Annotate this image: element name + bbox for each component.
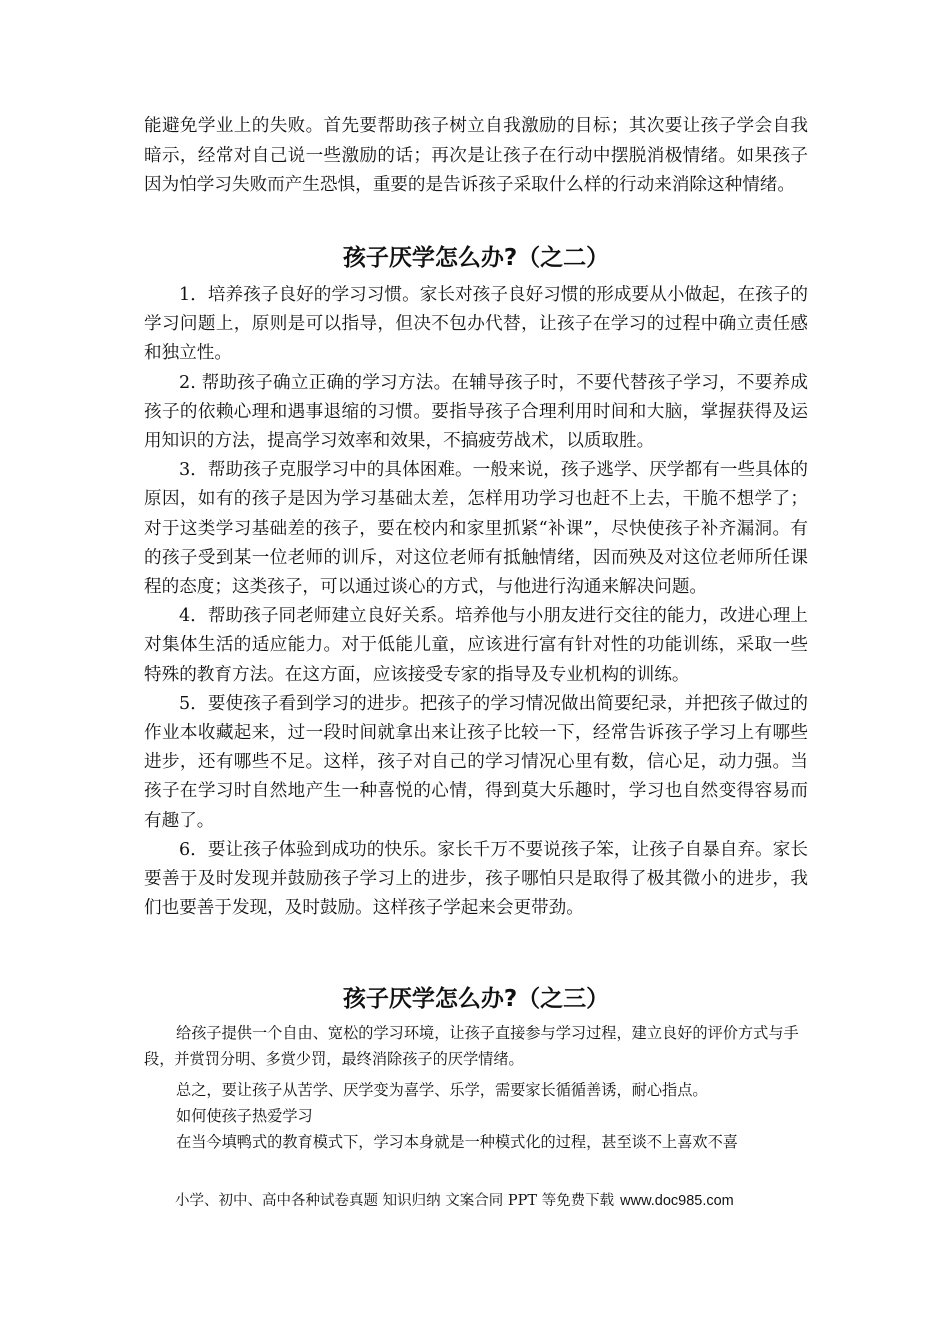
tip-paragraph-4: 4．帮助孩子同老师建立良好关系。培养他与小朋友进行交往的能力，改进心理上对集体生活的适应能力。对于低能儿童，应该进行富有针对性的功能训练，采取一些特殊的教育方法。在这方面，应该接受专家的指导及专业机构的训练。: [144, 606, 808, 685]
tip-paragraph-6: 6．要让孩子体验到成功的快乐。家长千万不要说孩子笨，让孩子自暴自弃。家长要善于及时发现并鼓励孩子学习上的进步，孩子哪怕只是取得了极其微小的进步，我们也要善于发现，及时鼓励。这样孩子学起来会更带劲。: [144, 839, 808, 919]
tip-paragraph-1: 1．培养孩子良好的学习习惯。家长对孩子良好习惯的形成要从小做起，在孩子的学习问题上，原则是可以指导，但决不包办代替，让孩子在学习的过程中确立责任感和独立性。: [144, 285, 808, 364]
section-3-paragraph-4: 在当今填鸭式的教育模式下，学习本身就是一种模式化的过程，甚至谈不上喜欢不喜: [176, 1133, 738, 1151]
footer-url: www.doc985.com: [620, 1193, 734, 1209]
section-3-paragraph-1: 给孩子提供一个自由、宽松的学习环境，让孩子直接参与学习过程，建立良好的评价方式与手段，并赏罚分明、多赏少罚，最终消除孩子的厌学情绪。: [144, 1024, 799, 1068]
tip-paragraph-5: 5．要使孩子看到学习的进步。把孩子的学习情况做出简要纪录，并把孩子做过的作业本收藏起来，过一段时间就拿出来让孩子比较一下，经常告诉孩子学习上有哪些进步，还有哪些不足。这样，孩子对自己的学习情况心里有数，信心足，动力强。当孩子在学习时自然地产生一种喜悦的心情，得到莫大乐趣时，学习也自然变得容易而有趣了。: [144, 693, 808, 831]
intro-paragraph: 能避免学业上的失败。首先要帮助孩子树立自我激励的目标；其次要让孩子学会自我暗示，经常对自己说一些激励的话；再次是让孩子在行动中摆脱消极情绪。如果孩子因为怕学习失败而产生恐惧，重要的是告诉孩子采取什么样的行动来消除这种情绪。: [144, 116, 808, 195]
tip-paragraph-3: 3．帮助孩子克服学习中的具体困难。一般来说，孩子逃学、厌学都有一些具体的原因，如有的孩子是因为学习基础太差，怎样用功学习也赶不上去，干脆不想学了；对于这类学习基础差的孩子，要在校内和家里抓紧“补课”，尽快使孩子补齐漏洞。有的孩子受到某一位老师的训斥，对这位老师有抵触情绪，因而殃及对这位老师所任课程的态度；这类孩子，可以通过谈心的方式，与他进行沟通来解决问题。: [144, 460, 808, 598]
tip-paragraph-2: 2. 帮助孩子确立正确的学习方法。在辅导孩子时，不要代替孩子学习，不要养成孩子的依赖心理和遇事退缩的习惯。要指导孩子合理利用时间和大脑，掌握获得及运用知识的方法，提高学习效率和效果，不搞疲劳战术，以质取胜。: [144, 372, 808, 452]
section-2-body: [144, 281, 808, 923]
section-heading-2: 孩子厌学怎么办?（之二）: [342, 245, 610, 271]
section-3-paragraph-3: 如何使孩子热爱学习: [176, 1107, 313, 1125]
section-heading-3: 孩子厌学怎么办?（之三）: [342, 986, 610, 1012]
page-footer: [175, 1191, 734, 1211]
section-3-paragraph-2: 总之，要让孩子从苦学、厌学变为喜学、乐学，需要家长循循善诱，耐心指点。: [176, 1081, 708, 1099]
footer-text: 小学、初中、高中各种试卷真题 知识归纳 文案合同 PPT 等免费下载: [175, 1193, 615, 1209]
section-3-body: [144, 1020, 808, 1155]
